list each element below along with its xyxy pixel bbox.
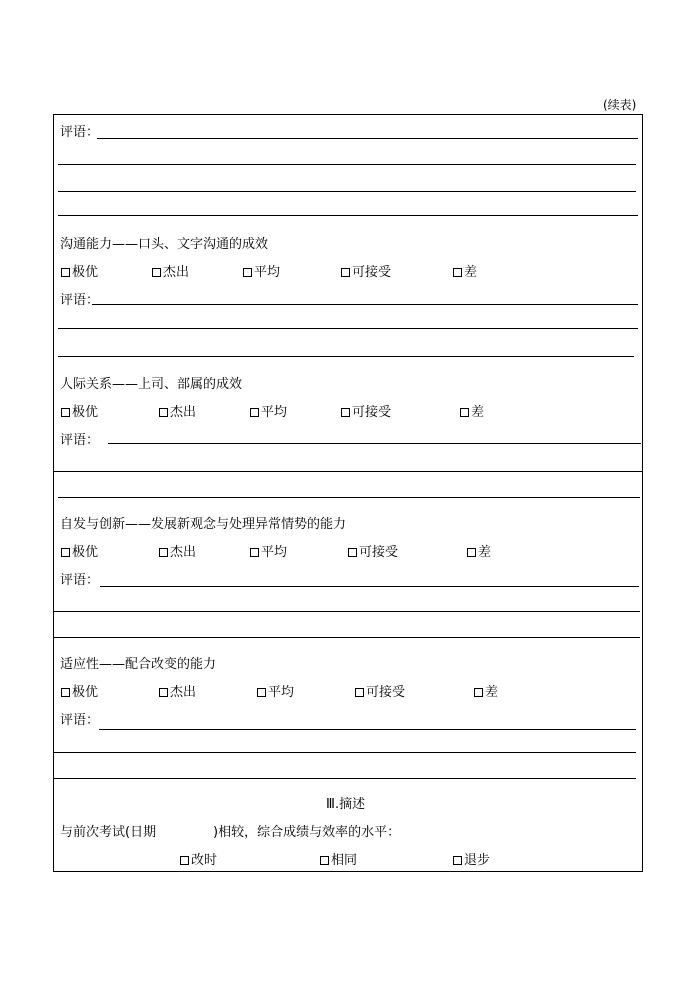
option-average[interactable]: 平均 [250, 405, 287, 421]
checkbox-icon[interactable] [341, 408, 350, 417]
option-poor[interactable]: 差 [474, 685, 498, 701]
option-acceptable[interactable]: 可接受 [341, 265, 391, 281]
comment-label: 评语： [60, 433, 100, 448]
comment-label: 评语： [60, 125, 100, 140]
comment-label: 评语： [60, 293, 100, 308]
option-poor[interactable]: 差 [467, 545, 491, 561]
option-excellent[interactable]: 极优 [61, 685, 98, 701]
option-average[interactable]: 平均 [257, 685, 294, 701]
evaluation-form [53, 114, 643, 872]
option-poor[interactable]: 差 [460, 405, 484, 421]
comment-line[interactable] [100, 586, 639, 587]
section-title-adaptability: 适应性——配合改变的能力 [60, 657, 217, 672]
checkbox-icon[interactable] [61, 688, 70, 697]
checkbox-icon[interactable] [320, 856, 329, 865]
option-acceptable[interactable]: 可接受 [348, 545, 398, 561]
comment-line[interactable] [58, 191, 636, 192]
checkbox-icon[interactable] [250, 408, 259, 417]
option-excellent[interactable]: 极优 [61, 265, 98, 281]
comment-line[interactable] [58, 215, 638, 216]
option-improved[interactable]: 改时 [180, 853, 217, 869]
option-outstanding[interactable]: 杰出 [159, 545, 196, 561]
option-average[interactable]: 平均 [243, 265, 280, 281]
comment-label: 评语： [60, 713, 100, 728]
checkbox-icon[interactable] [474, 688, 483, 697]
option-acceptable[interactable]: 可接受 [355, 685, 405, 701]
compare-suffix: )相较，综合成绩与效率的水平： [213, 825, 401, 840]
comment-line[interactable] [99, 729, 636, 730]
checkbox-icon[interactable] [61, 408, 70, 417]
comment-line[interactable] [58, 497, 640, 498]
checkbox-icon[interactable] [467, 548, 476, 557]
comment-line[interactable] [58, 164, 636, 165]
option-regressed[interactable]: 退步 [453, 853, 490, 869]
continuation-label: (续表) [603, 98, 637, 112]
section-divider [54, 778, 636, 779]
checkbox-icon[interactable] [348, 548, 357, 557]
comment-line[interactable] [108, 443, 641, 444]
checkbox-icon[interactable] [243, 268, 252, 277]
option-acceptable[interactable]: 可接受 [341, 405, 391, 421]
checkbox-icon[interactable] [341, 268, 350, 277]
checkbox-icon[interactable] [159, 408, 168, 417]
section-title-communication: 沟通能力——口头、文字沟通的成效 [60, 237, 269, 252]
checkbox-icon[interactable] [61, 268, 70, 277]
checkbox-icon[interactable] [460, 408, 469, 417]
section-title-interpersonal: 人际关系——上司、部属的成效 [60, 377, 243, 392]
checkbox-icon[interactable] [152, 268, 161, 277]
comment-line[interactable] [54, 611, 640, 612]
comment-line[interactable] [97, 138, 638, 139]
comment-line[interactable] [92, 304, 638, 305]
option-same[interactable]: 相同 [320, 853, 357, 869]
checkbox-icon[interactable] [159, 688, 168, 697]
option-outstanding[interactable]: 杰出 [159, 685, 196, 701]
checkbox-icon[interactable] [159, 548, 168, 557]
option-average[interactable]: 平均 [250, 545, 287, 561]
checkbox-icon[interactable] [453, 856, 462, 865]
comment-line[interactable] [54, 637, 640, 638]
option-outstanding[interactable]: 杰出 [159, 405, 196, 421]
option-poor[interactable]: 差 [453, 265, 477, 281]
summary-heading: Ⅲ.摘述 [326, 797, 366, 812]
option-excellent[interactable]: 极优 [61, 545, 98, 561]
checkbox-icon[interactable] [257, 688, 266, 697]
comment-line[interactable] [54, 752, 636, 753]
checkbox-icon[interactable] [355, 688, 364, 697]
checkbox-icon[interactable] [250, 548, 259, 557]
section-title-initiative: 自发与创新——发展新观念与处理异常情势的能力 [60, 517, 347, 532]
checkbox-icon[interactable] [453, 268, 462, 277]
comment-line[interactable] [58, 328, 638, 329]
checkbox-icon[interactable] [180, 856, 189, 865]
comment-label: 评语： [60, 573, 100, 588]
checkbox-icon[interactable] [61, 548, 70, 557]
option-outstanding[interactable]: 杰出 [152, 265, 189, 281]
section-divider [54, 471, 642, 472]
comment-line[interactable] [58, 356, 634, 357]
compare-prefix: 与前次考试(日期 [60, 825, 157, 840]
option-excellent[interactable]: 极优 [61, 405, 98, 421]
